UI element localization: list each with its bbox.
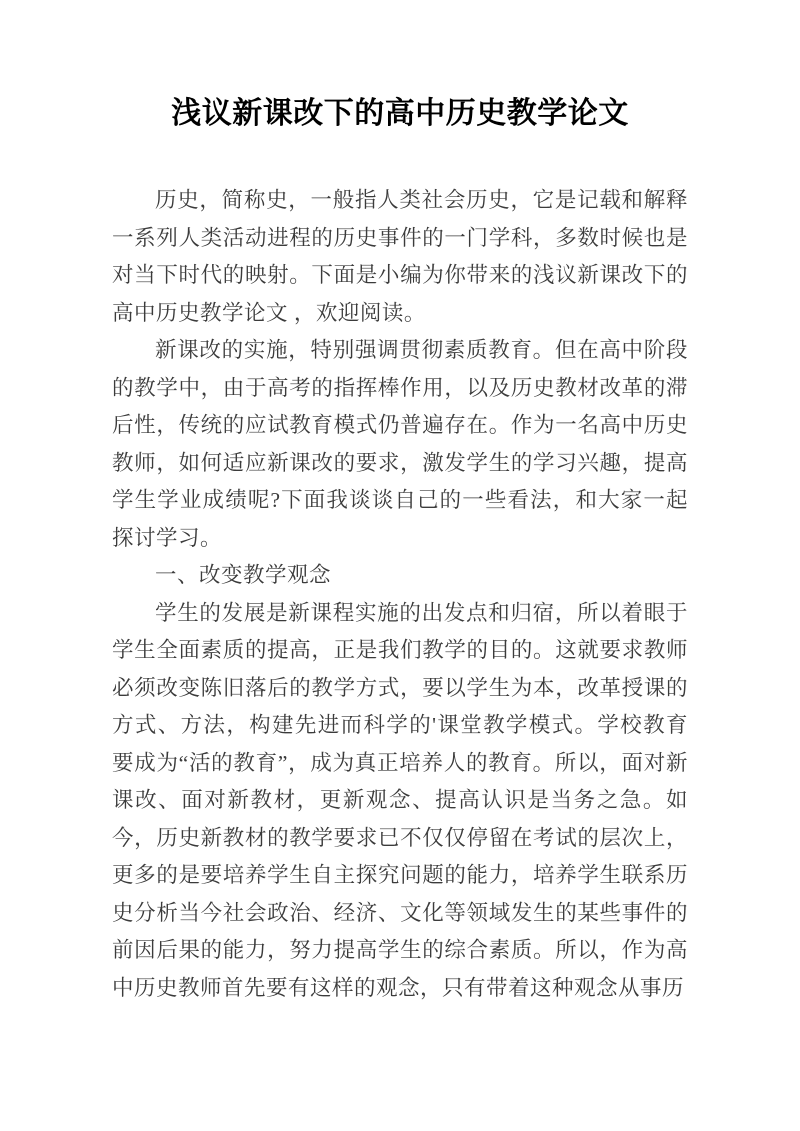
document-title: 浅议新课改下的高中历史教学论文 <box>171 97 629 130</box>
paragraph-intro: 历史，简称史，一般指人类社会历史，它是记载和解释一系列人类活动进程的历史事件的一门学科，多数时候也是对当下时代的映射。下面是小编为你带来的浅议新课改下的高中历史教学论文 ，欢迎阅读。 <box>112 188 688 325</box>
paragraph-section-1-content: 学生的发展是新课程实施的出发点和归宿，所以着眼于学生全面素质的提高，正是我们教学的目的。这就要求教师必须改变陈旧落后的教学方式，要以学生为本，改革授课的方式、方法，构建先进而科学的'课堂教学模式。学校教育要成为“活的教育”，成为真正培养人的教育。所以，面对新课改、面对新教材，更新观念、提高认识是当务之急。如今，历史新教材的教学要求已不仅仅停留在考试的层次上，更多的是要培养学生自主探究问题的能力，培养学生联系历史分析当今社会政治、经济、文化等领域发生的某些事件的前因后果的能力，努力提高学生的综合素质。所以，作为高中历史教师首先要有这样的观念，只有带着这种观念从事历 <box>112 600 688 1000</box>
document-body <box>112 182 688 1007</box>
paragraph-background: 新课改的实施，特别强调贯彻素质教育。但在高中阶段的教学中，由于高考的指挥棒作用，以及历史教材改革的滞后性，传统的应试教育模式仍普遍存在。作为一名高中历史教师，如何适应新课改的要求，激发学生的学习兴趣，提高学生学业成绩呢?下面我谈谈自己的一些看法，和大家一起探讨学习。 <box>112 338 688 550</box>
section-heading-1: 一、改变教学观念 <box>155 563 332 587</box>
